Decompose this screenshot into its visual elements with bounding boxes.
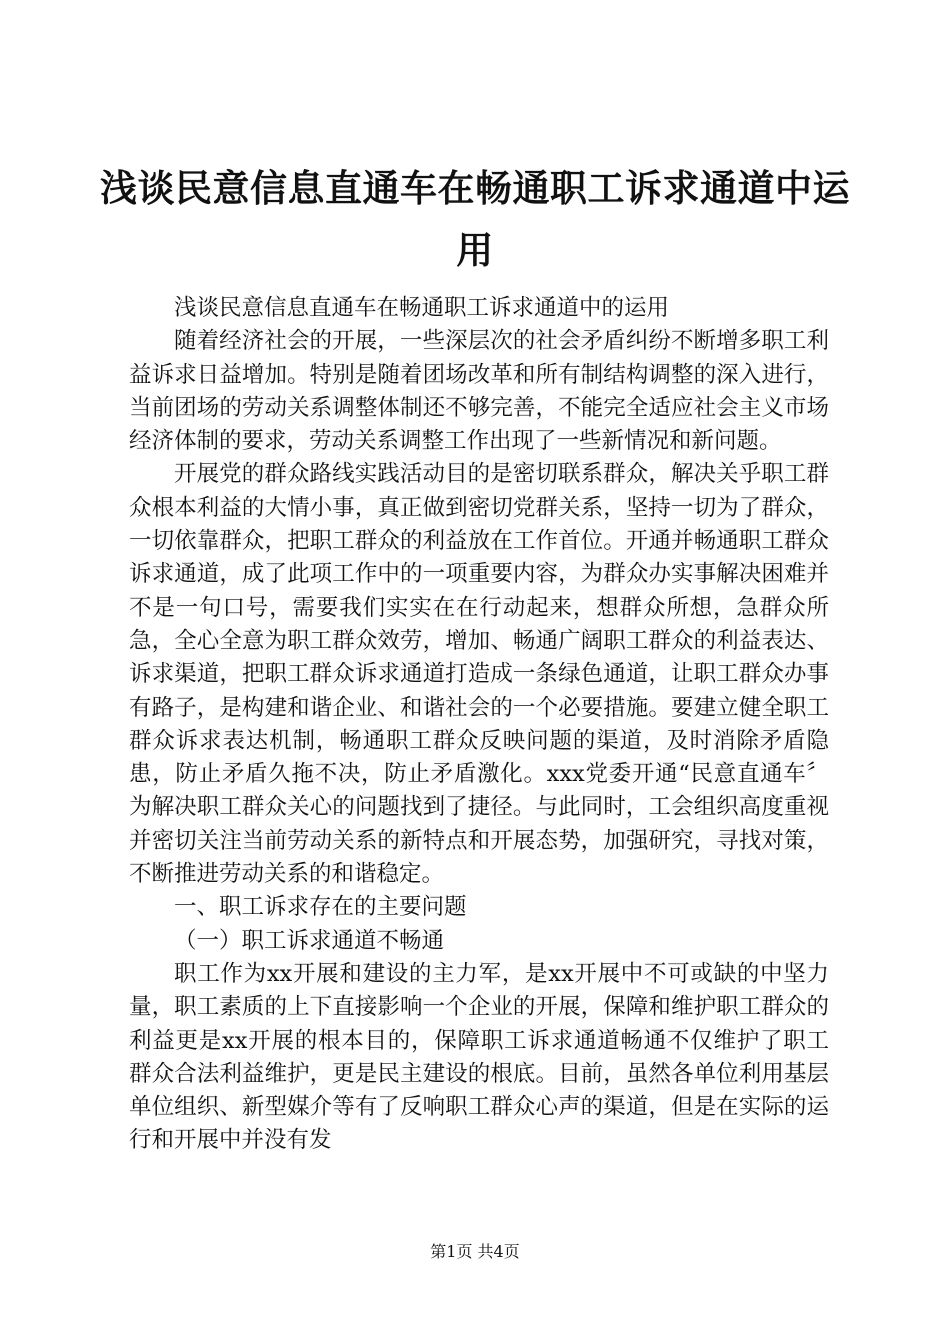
paragraph-worker-role: 职工作为xx开展和建设的主力军，是xx开展中不可或缺的中坚力量，职工素质的上下直接影响一个企业的开展，保障和维护职工群众的利益更是xx开展的根本目的，保障职工诉求通道畅通不仅维护了职工群众合法利益维护，更是民主建设的根底。目前，虽然各单位利用基层单位组织、新型媒介等有了反响职工群众心声的渠道，但是在实际的运行和开展中并没有发 [129, 960, 829, 1154]
document-title: 浅谈民意信息直通车在畅通职工诉求通道中运用 [100, 167, 850, 272]
paragraph-mass-line: 开展党的群众路线实践活动目的是密切联系群众，解决关乎职工群众根本利益的大情小事，真正做到密切党群关系，坚持一切为了群众，一切依靠群众，把职工群众的利益放在工作首位。开通并畅通职工群众诉求通道，成了此项工作中的一项重要内容，为群众办实事解决困难并不是一句口号，需要我们实实在在行动起来，想群众所想，急群众所急，全心全意为职工群众效劳，增加、畅通广阔职工群众的利益表达、诉求渠道，把职工群众诉求通道打造成一条绿色通道，让职工群众办事有路子，是构建和谐企业、和谐社会的一个必要措施。要建立健全职工群众诉求表达机制，畅通职工群众反映问题的渠道，及时消除矛盾隐患，防止矛盾久拖不决，防止矛盾激化。xxx党委开通“民意直通车〞为解决职工群众关心的问题找到了捷径。与此同时，工会组织高度重视并密切关注当前劳动关系的新特点和开展态势，加强研究，寻找对策，不断推进劳动关系的和谐稳定。 [129, 461, 829, 888]
document-body [129, 292, 829, 1158]
subsection-heading-1: （一）职工诉求通道不畅通 [174, 927, 445, 954]
page-footer: 第1页 共4页 [430, 1242, 520, 1261]
section-heading-1: 一、职工诉求存在的主要问题 [174, 894, 467, 921]
paragraph-subtitle: 浅谈民意信息直通车在畅通职工诉求通道中的运用 [174, 295, 670, 321]
paragraph-intro: 随着经济社会的开展，一些深层次的社会矛盾纠纷不断增多职工利益诉求日益增加。特别是随着团场改革和所有制结构调整的深入进行，当前团场的劳动关系调整体制还不够完善，不能完全适应社会主义市场经济体制的要求，劳动关系调整工作出现了一些新情况和新问题。 [129, 328, 829, 455]
